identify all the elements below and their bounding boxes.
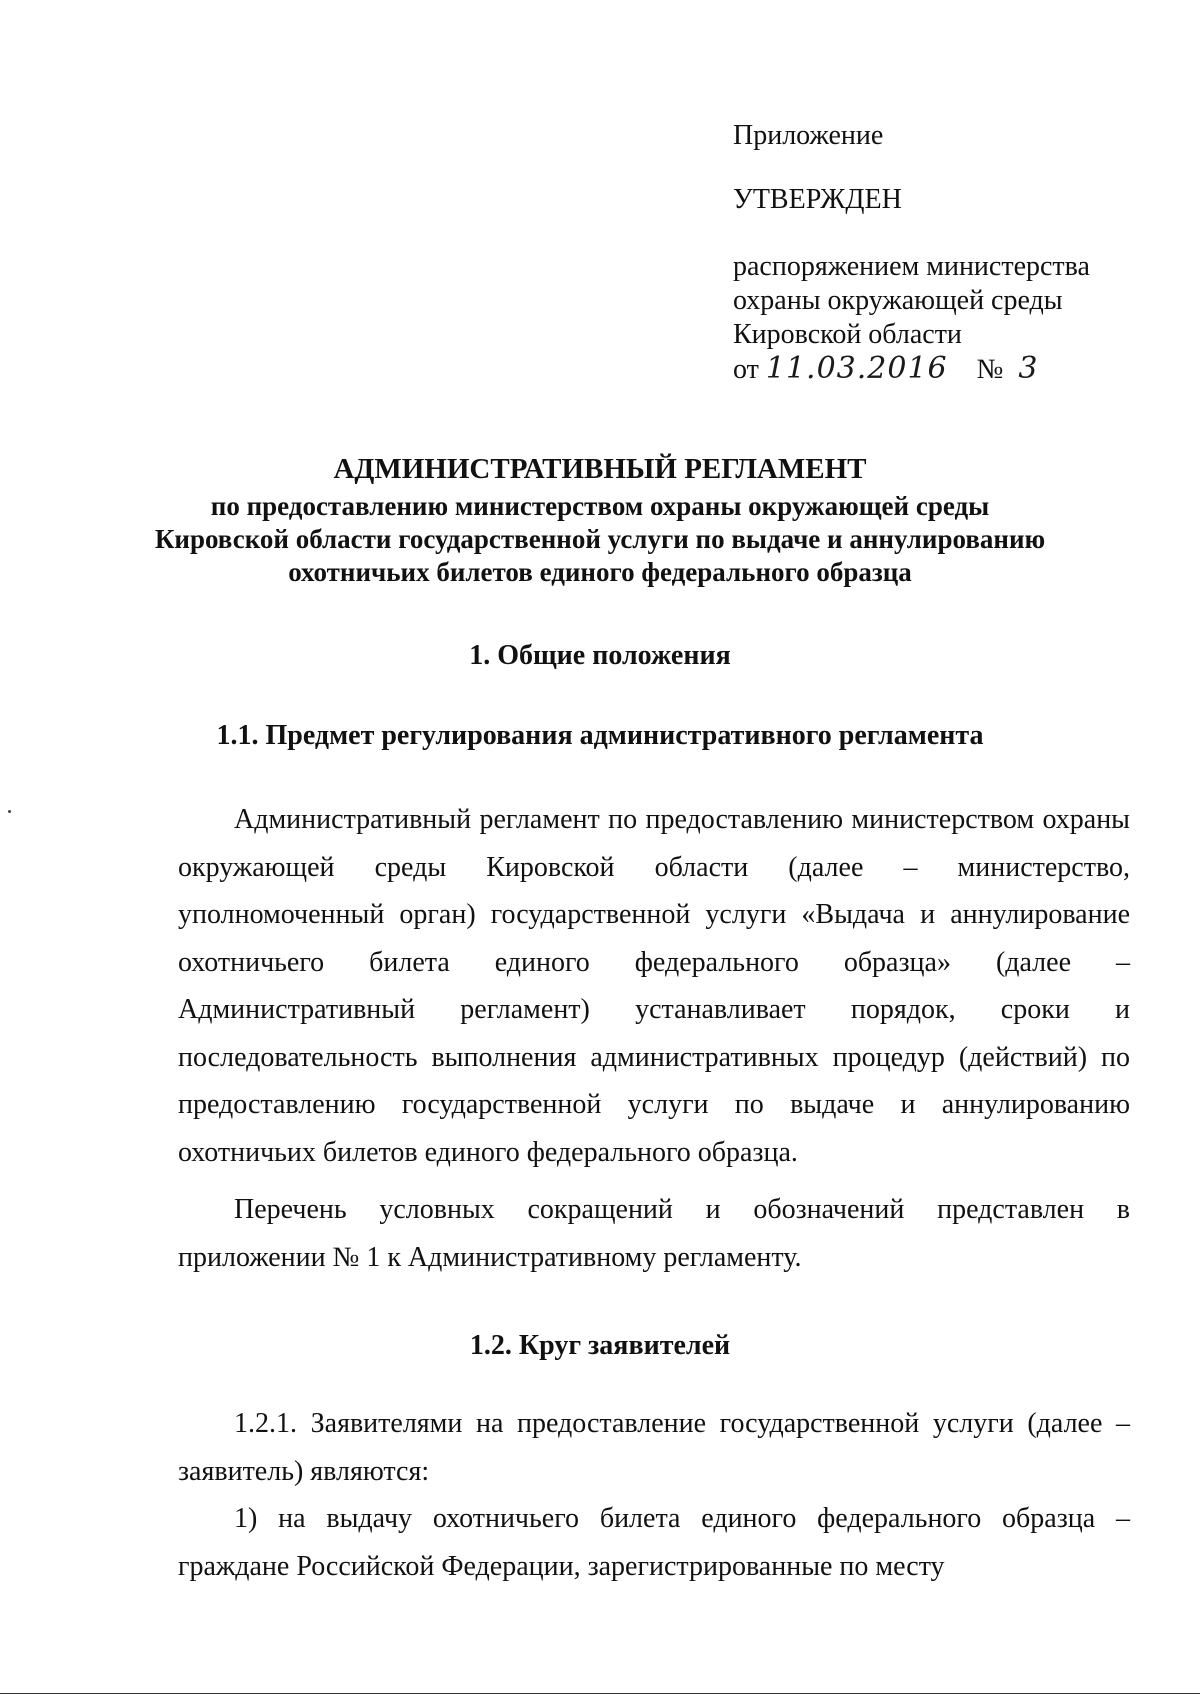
paragraph-abbreviations <box>178 1186 1130 1281</box>
order-line-2: охраны окружающей среды <box>733 285 1063 316</box>
document-title: АДМИНИСТРАТИВНЫЙ РЕГЛАМЕНТ <box>333 453 867 485</box>
page-bottom-edge <box>0 1693 1200 1694</box>
paragraph-text: Административный регламент по предоставлению министерством охраны окружающей среды Кировской области (далее – министерство, уполномоченный орган) государственной услуги «Выдача и аннулирование охотничьего билета единого федерального образца» (далее – Административный регламент) устанавливает порядок, сроки и последовательность выполнения административных процедур (действий) по предоставлению государственной услуги по выдаче и аннулированию охотничьих билетов единого федерального образца. <box>178 804 1130 1168</box>
order-line-1: распоряжением министерства <box>733 251 1090 282</box>
scan-speck <box>8 810 11 813</box>
number-label: № <box>976 354 1004 385</box>
subtitle-line-3: охотничьих билетов единого федерального образца <box>288 557 912 587</box>
document-subtitle <box>100 490 1100 589</box>
paragraph-text: 1.2.1. Заявителями на предоставление государственной услуги (далее – заявитель) являются: <box>178 1408 1130 1487</box>
paragraph-applicants-item-1 <box>178 1495 1130 1590</box>
handwritten-number: 3 <box>1018 351 1039 386</box>
order-reference <box>733 250 1090 387</box>
date-prefix: от <box>733 354 759 385</box>
appendix-label: Приложение <box>733 120 884 151</box>
subtitle-line-1: по предоставлению министерством охраны окружающей среды <box>210 491 990 521</box>
paragraph-text: 1) на выдачу охотничьего билета единого федерального образца – граждане Российской Федерации, зарегистрированные по месту <box>178 1503 1130 1582</box>
section-heading-1-2: 1.2. Круг заявителей <box>469 1330 731 1361</box>
approved-label: УТВЕРЖДЕН <box>733 184 902 215</box>
handwritten-date: 11.03.2016 <box>765 351 948 386</box>
paragraph-text: Перечень условных сокращений и обозначений представлен в приложении № 1 к Административному регламенту. <box>178 1194 1130 1273</box>
section-heading-1: 1. Общие положения <box>469 640 731 671</box>
paragraph-regulation-scope <box>178 796 1130 1176</box>
order-date-line <box>733 352 1090 387</box>
subtitle-line-2: Кировской области государственной услуги по выдаче и аннулированию <box>154 524 1046 554</box>
order-line-3: Кировской области <box>733 319 962 350</box>
paragraph-applicants <box>178 1400 1130 1495</box>
section-heading-1-1: 1.1. Предмет регулирования административного регламента <box>216 720 984 751</box>
